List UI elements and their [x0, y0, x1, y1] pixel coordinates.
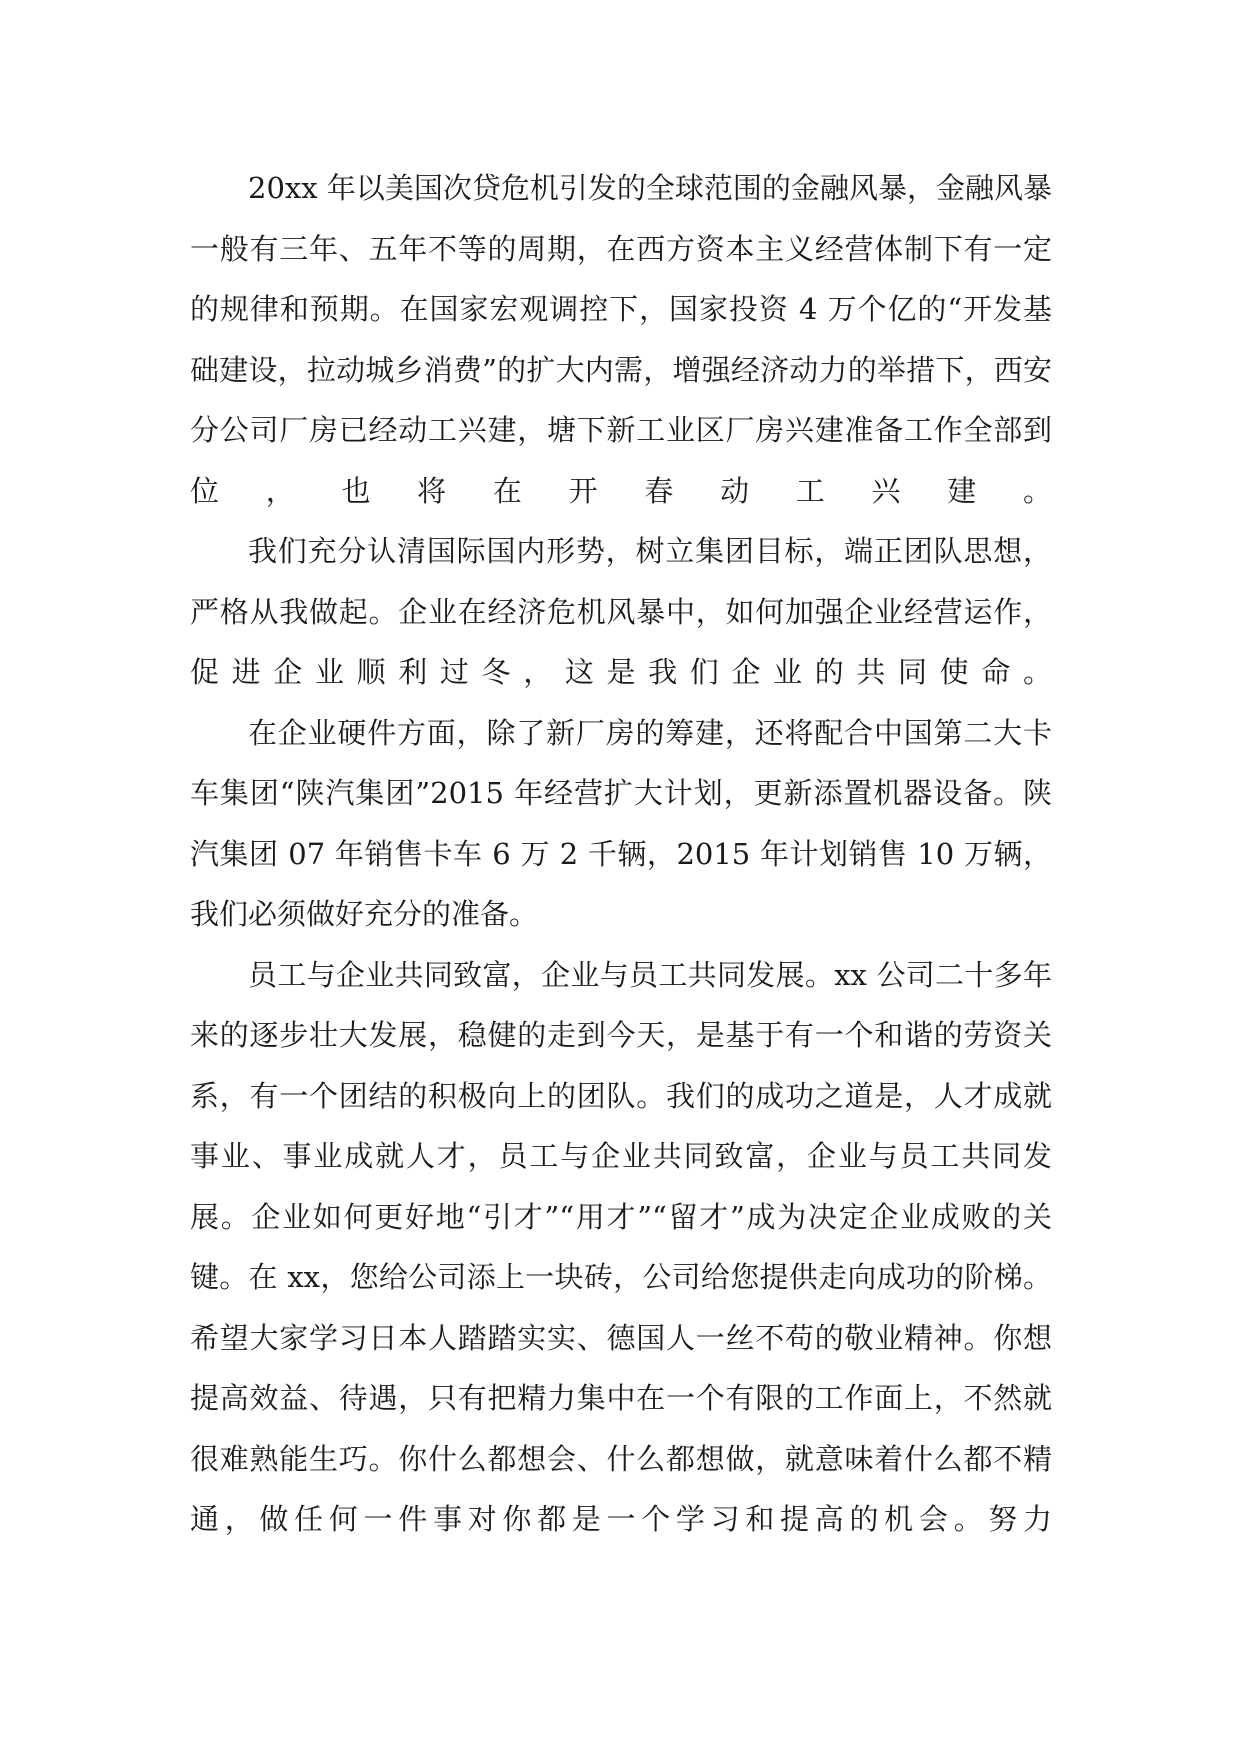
paragraph-hardware: 在企业硬件方面，除了新厂房的筹建，还将配合中国第二大卡车集团“陕汽集团”2015 年经营扩大计划，更新添置机器设备。陕汽集团 07 年销售卡车 6 万 2 千辆，2015 年计划销售 10 万辆，我们必须做好充分的准备。: [190, 715, 1052, 931]
paragraph-situation-awareness: 我们充分认清国际国内形势，树立集团目标，端正团队思想，严格从我做起。企业在经济危机风暴中，如何加强企业经营运作，促进企业顺利过冬，这是我们企业的共同使命。: [190, 534, 1052, 689]
paragraph-financial-storm: 20xx 年以美国次贷危机引发的全球范围的金融风暴，金融风暴一般有三年、五年不等的周期，在西方资本主义经营体制下有一定的规律和预期。在国家宏观调控下，国家投资 4 万个亿的“开发基础建设，拉动城乡消费”的扩大内需，增强经济动力的举措下，西安分公司厂房已经动工兴建，塘下新工业区厂房兴建准备工作全部到位，也将在开春动工兴建。: [190, 171, 1052, 508]
paragraph-employees: 员工与企业共同致富，企业与员工共同发展。xx 公司二十多年来的逐步壮大发展，稳健的走到今天，是基于有一个和谐的劳资关系，有一个团结的积极向上的团队。我们的成功之道是，人才成就事业、事业成就人才，员工与企业共同致富，企业与员工共同发展。企业如何更好地“引才”“用才”“留才”成为决定企业成败的关键。在 xx，您给公司添上一块砖，公司给您提供走向成功的阶梯。希望大家学习日本人踏踏实实、德国人一丝不苟的敬业精神。你想提高效益、待遇，只有把精力集中在一个有限的工作面上，不然就很难熟能生巧。你什么都想会、什么都想做，就意味着什么都不精通，做任何一件事对你都是一个学习和提高的机会。努力: [190, 957, 1052, 1536]
document-body: [190, 158, 1052, 1550]
